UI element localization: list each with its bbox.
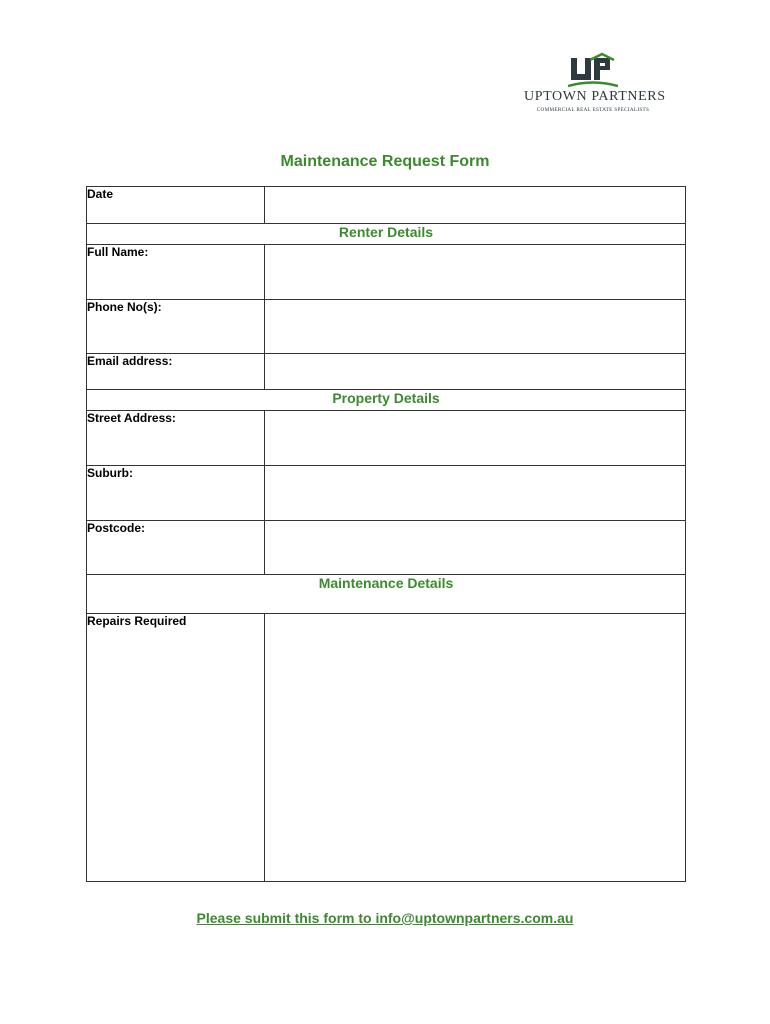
repairs-row — [87, 614, 686, 882]
brand-name: UPTOWN PARTNERS — [524, 89, 666, 104]
street-address-label: Street Address: — [87, 411, 265, 466]
phone-label: Phone No(s): — [87, 300, 265, 354]
property-details-heading: Property Details — [87, 390, 686, 411]
phone-row — [87, 300, 686, 354]
full-name-label: Full Name: — [87, 245, 265, 300]
phone-field[interactable] — [265, 300, 686, 354]
company-logo — [524, 48, 666, 118]
maintenance-request-table — [86, 186, 686, 882]
full-name-row — [87, 245, 686, 300]
renter-section-row — [87, 224, 686, 245]
postcode-label: Postcode: — [87, 521, 265, 575]
brand-tagline: COMMERCIAL REAL ESTATE SPECIALISTS — [536, 107, 650, 113]
renter-details-heading: Renter Details — [87, 224, 686, 245]
email-field[interactable] — [265, 354, 686, 390]
uptown-partners-logo-icon — [568, 52, 618, 88]
date-row — [87, 187, 686, 224]
suburb-field[interactable] — [265, 466, 686, 521]
postcode-field[interactable] — [265, 521, 686, 575]
date-label: Date — [87, 187, 265, 224]
repairs-required-field[interactable] — [265, 614, 686, 882]
street-address-row — [87, 411, 686, 466]
email-label: Email address: — [87, 354, 265, 390]
maintenance-section-row — [87, 575, 686, 614]
suburb-label: Suburb: — [87, 466, 265, 521]
suburb-row — [87, 466, 686, 521]
form-title: Maintenance Request Form — [280, 153, 490, 170]
postcode-row — [87, 521, 686, 575]
date-field[interactable] — [265, 187, 686, 224]
repairs-required-label: Repairs Required — [87, 614, 265, 882]
maintenance-details-heading: Maintenance Details — [87, 575, 686, 614]
full-name-field[interactable] — [265, 245, 686, 300]
email-row — [87, 354, 686, 390]
submit-email-link[interactable]: Please submit this form to info@uptownpartners.com.au — [196, 910, 574, 926]
street-address-field[interactable] — [265, 411, 686, 466]
property-section-row — [87, 390, 686, 411]
